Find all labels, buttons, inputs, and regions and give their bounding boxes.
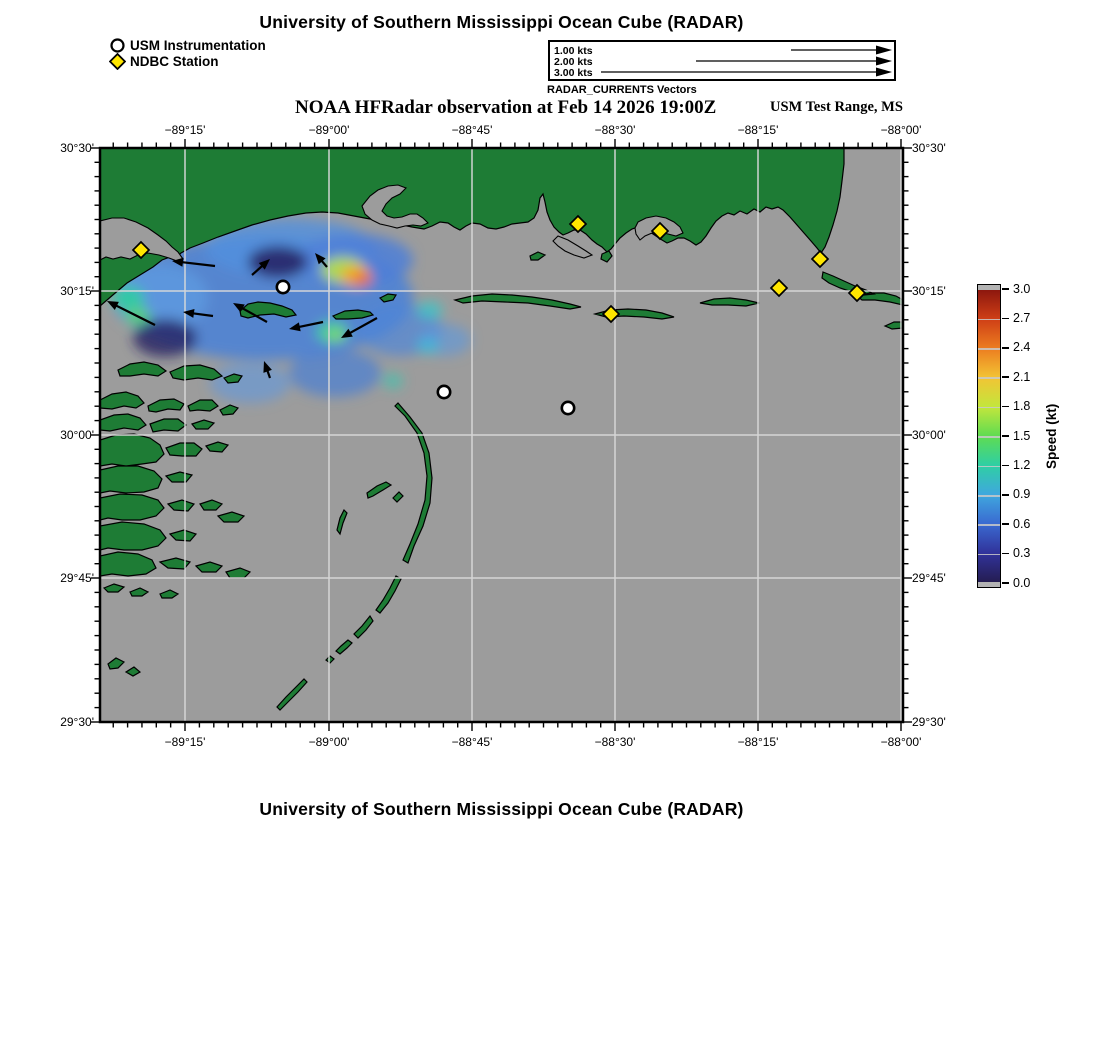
- lon-tick-label: −88°30': [594, 735, 636, 749]
- colorbar-tick: [1002, 376, 1009, 378]
- lon-tick-label: −89°15': [164, 735, 206, 749]
- colorbar-tick-line: [978, 554, 1000, 556]
- legend-label-ndbc: NDBC Station: [130, 53, 219, 69]
- colorbar-tick: [1002, 582, 1009, 584]
- lon-tick-label: −88°30': [594, 123, 636, 137]
- colorbar-tick-line: [978, 495, 1000, 497]
- lon-tick-label: −88°15': [737, 123, 779, 137]
- colorbar-tick-label: 2.7: [1013, 310, 1031, 325]
- colorbar-tick-label: 1.2: [1013, 457, 1031, 472]
- lon-tick-label: −89°00': [308, 123, 350, 137]
- footer-title: University of Southern Mississippi Ocean Cube (RADAR): [259, 799, 744, 819]
- lat-tick-label: 30°30': [60, 141, 94, 155]
- map-canvas: [100, 148, 903, 722]
- colorbar-tick-label: 1.8: [1013, 399, 1031, 414]
- colorbar-cap-top: [978, 285, 1000, 290]
- colorbar-tick-label: 0.3: [1013, 546, 1031, 561]
- colorbar-tick: [1002, 318, 1009, 320]
- observation-subtitle: NOAA HFRadar observation at Feb 14 2026 19:00Z: [295, 97, 717, 118]
- vector-scale-arrowhead: [876, 68, 892, 77]
- vector-caption: RADAR_CURRENTS Vectors: [547, 84, 697, 96]
- lat-tick-label: 30°30': [912, 141, 946, 155]
- colorbar-tick: [1002, 494, 1009, 496]
- colorbar: [977, 284, 1001, 588]
- colorbar-tick-line: [978, 524, 1000, 526]
- range-label: USM Test Range, MS: [770, 99, 903, 115]
- colorbar-tick-line: [978, 466, 1000, 468]
- colorbar-tick-line: [978, 319, 1000, 321]
- colorbar-tick-label: 1.5: [1013, 428, 1031, 443]
- usm-instrument-marker: [438, 386, 450, 398]
- colorbar-tick-line: [978, 377, 1000, 379]
- usm-instrument-icon: [109, 37, 126, 54]
- usm-instrument-marker: [277, 281, 289, 293]
- legend-item-usm: [109, 37, 266, 53]
- colorbar-tick: [1002, 288, 1009, 290]
- vector-scale-label: 3.00 kts: [554, 67, 593, 79]
- colorbar-cap-bottom: [978, 582, 1000, 587]
- colorbar-tick-label: 2.4: [1013, 340, 1031, 355]
- lon-tick-label: −88°00': [880, 123, 922, 137]
- lat-tick-label: 29°45': [912, 571, 946, 585]
- colorbar-tick-line: [978, 407, 1000, 409]
- lat-tick-label: 29°45': [60, 571, 94, 585]
- vector-scale-arrows: [550, 42, 894, 79]
- lon-tick-label: −88°45': [451, 123, 493, 137]
- colorbar-tick: [1002, 465, 1009, 467]
- lat-tick-label: 30°00': [912, 428, 946, 442]
- lat-tick-label: 30°00': [60, 428, 94, 442]
- colorbar-tick: [1002, 435, 1009, 437]
- colorbar-tick-label: 3.0: [1013, 281, 1031, 296]
- colorbar-tick-label: 0.0: [1013, 575, 1031, 590]
- colorbar-tick-label: 0.6: [1013, 516, 1031, 531]
- legend-label-usm: USM Instrumentation: [130, 37, 266, 53]
- vector-scale-arrowhead: [876, 57, 892, 66]
- vector-scale-label: 1.00 kts: [554, 45, 593, 57]
- page-title: University of Southern Mississippi Ocean Cube (RADAR): [259, 12, 744, 32]
- lon-tick-label: −89°15': [164, 123, 206, 137]
- colorbar-tick: [1002, 553, 1009, 555]
- lat-tick-label: 30°15': [60, 284, 94, 298]
- lat-tick-label: 29°30': [912, 715, 946, 729]
- colorbar-tick-line: [978, 436, 1000, 438]
- colorbar-axis-label: Speed (kt): [1044, 403, 1059, 469]
- colorbar-tick: [1002, 347, 1009, 349]
- colorbar-tick: [1002, 523, 1009, 525]
- legend-item-ndbc: [109, 53, 219, 69]
- lon-tick-label: −88°00': [880, 735, 922, 749]
- vector-scale-arrowhead: [876, 46, 892, 55]
- colorbar-tick-label: 0.9: [1013, 487, 1031, 502]
- lat-tick-label: 30°15': [912, 284, 946, 298]
- lon-tick-label: −88°45': [451, 735, 493, 749]
- lon-tick-label: −89°00': [308, 735, 350, 749]
- vector-scale-label: 2.00 kts: [554, 56, 593, 68]
- lon-tick-label: −88°15': [737, 735, 779, 749]
- usm-instrument-marker: [562, 402, 574, 414]
- colorbar-tick: [1002, 406, 1009, 408]
- colorbar-tick-label: 2.1: [1013, 369, 1031, 384]
- vector-scale-box: [548, 40, 896, 81]
- colorbar-tick-line: [978, 348, 1000, 350]
- ndbc-station-icon: [109, 53, 126, 70]
- lat-tick-label: 29°30': [60, 715, 94, 729]
